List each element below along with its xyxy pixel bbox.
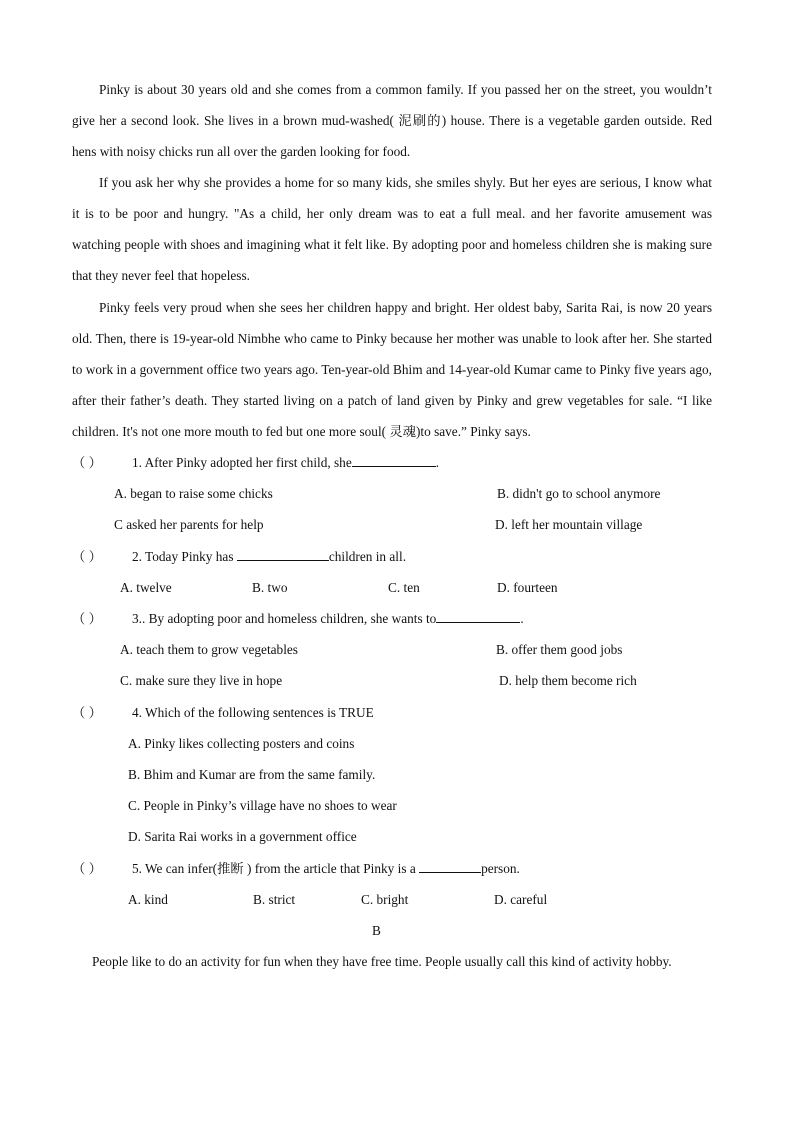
option-a: A. kind <box>128 892 168 907</box>
question-2 <box>72 547 712 567</box>
question-text-after: . <box>520 611 524 626</box>
answer-paren[interactable]: （ ） <box>72 861 102 876</box>
option-d: D. help them become rich <box>499 673 637 688</box>
passage-paragraph-1: Pinky is about 30 years old and she comes from a common family. If you passed her on the street, you wouldn’t give her a second look. She lives in a brown mud-washed( 泥刷的) house. There is a vegetable garden outside. Red hens with noisy chicks run all over the garden looking for food. <box>72 82 712 159</box>
section-b-intro: People like to do an activity for fun when they have free time. People usually call this kind of activity hobby. <box>92 954 672 969</box>
option-b: B. two <box>252 580 288 595</box>
question-text: 5. We can infer(推断 ) from the article that Pinky is a <box>132 861 416 876</box>
option-c: C. make sure they live in hope <box>120 673 283 688</box>
question-1 <box>72 453 712 473</box>
option-c: C. ten <box>388 580 420 595</box>
option-a: A. Pinky likes collecting posters and coins <box>128 736 355 751</box>
option-a: A. twelve <box>120 580 172 595</box>
answer-paren[interactable]: （ ） <box>72 611 102 626</box>
option-b: B. offer them good jobs <box>496 642 623 657</box>
option-c: C. bright <box>361 892 409 907</box>
option-b: B. didn't go to school anymore <box>497 486 661 501</box>
option-a: A. teach them to grow vegetables <box>120 642 298 657</box>
option-b: B. Bhim and Kumar are from the same family. <box>128 767 376 782</box>
question-text: 1. After Pinky adopted her first child, she <box>132 455 352 470</box>
option-d: D. fourteen <box>497 580 558 595</box>
option-d: D. Sarita Rai works in a government office <box>128 829 357 844</box>
section-heading: B <box>372 923 381 938</box>
question-text: 2. Today Pinky has <box>132 549 234 564</box>
option-c: C asked her parents for help <box>114 517 264 532</box>
question-5 <box>72 859 712 879</box>
answer-paren[interactable]: （ ） <box>72 455 102 470</box>
question-3 <box>72 609 712 629</box>
question-text: 4. Which of the following sentences is TRUE <box>132 705 374 720</box>
option-a: A. began to raise some chicks <box>114 486 273 501</box>
passage-paragraph-2: If you ask her why she provides a home for so many kids, she smiles shyly. But her eyes are serious, I know what it is to be poor and hungry. "As a child, her only dream was to eat a full meal. and her favorite amusement was watching people with shoes and imagining what it felt like. By adopting poor and homeless children she is making sure that they never feel that hopeless. <box>72 175 712 283</box>
option-c: C. People in Pinky’s village have no shoes to wear <box>128 798 397 813</box>
answer-paren[interactable]: （ ） <box>72 549 102 564</box>
question-4 <box>72 703 712 723</box>
answer-blank[interactable] <box>352 454 436 467</box>
option-d: D. left her mountain village <box>495 517 643 532</box>
passage-paragraph-3: Pinky feels very proud when she sees her children happy and bright. Her oldest baby, Sarita Rai, is now 20 years old. Then, there is 19-year-old Nimbhe who came to Pinky because her mother was unable to look after her. She started to work in a government office two years ago. Ten-year-old Bhim and 14-year-old Kumar came to Pinky five years ago, after their father’s death. They started living on a patch of land given by Pinky and grew vegetables for sale. “I like children. It's not one more mouth to fed but one more soul( 灵魂)to save.” Pinky says. <box>72 300 712 439</box>
option-b: B. strict <box>253 892 296 907</box>
question-text: 3.. By adopting poor and homeless children, she wants to <box>132 611 437 626</box>
question-text-after: children in all. <box>328 549 407 564</box>
question-text-after: . <box>435 455 440 470</box>
answer-paren[interactable]: （ ） <box>72 705 102 720</box>
question-text-after: person. <box>481 861 520 876</box>
answer-blank[interactable] <box>436 610 520 623</box>
option-d: D. careful <box>494 892 548 907</box>
answer-blank[interactable] <box>237 548 329 561</box>
answer-blank[interactable] <box>419 860 481 873</box>
